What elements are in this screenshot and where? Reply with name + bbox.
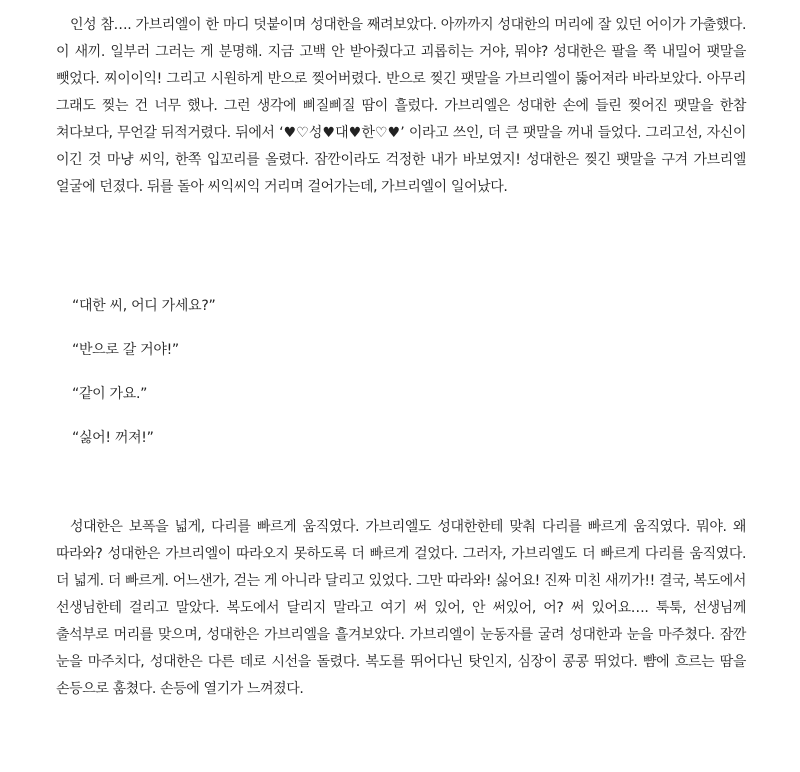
paragraph-1: 인성 참…. 가브리엘이 한 마디 덧붙이며 성대한을 째려보았다. 아까까지 성대한의 머리에 잘 있던 어이가 가출했다. 이 새끼. 일부러 그러는 게 분명해. 지금 고백 안 받아줬다고 괴롭히는 거야, 뭐야? 성대한은 팔을 쭉 내밀어 팻말을 뺏었다. 찌이이익! 그리고 시원하게 반으로 찢어버렸다. 반으로 찢긴 팻말을 가브리엘이 뚫어져라 바라보았다. 아무리 그래도 찢는 건 너무 했나. 그런 생각에 삐질삐질 땀이 흘렀다. 가브리엘은 성대한 손에 들린 찢어진 팻말을 한참 쳐다보다, 무언갈 뒤적거렸다. 뒤에서 ‘♥♡성♥대♥한♡♥’ 이라고 쓰인, 더 큰 팻말을 꺼내 들었다. 그리고선, 자신이 이긴 것 마냥 씨익, 한쪽 입꼬리를 올렸다. 잠깐이라도 걱정한 내가 바보였지! 성대한은 찢긴 팻말을 구겨 가브리엘 얼굴에 던졌다. 뒤를 돌아 씨익씨익 거리며 걸어가는데, 가브리엘이 일어났다.	[56, 17, 746, 195]
dialogue-line-3: “같이 가요.”	[72, 386, 148, 402]
dialogue-line-1: “대한 씨, 어디 가세요?”	[72, 298, 216, 314]
document-body	[56, 12, 746, 697]
dialogue-line-2: “반으로 갈 거야!”	[72, 342, 179, 358]
dialogue-line-4: “싫어! 꺼져!”	[72, 430, 154, 446]
dialogue-block	[56, 296, 746, 472]
paragraph-2: 성대한은 보폭을 넓게, 다리를 빠르게 움직였다. 가브리엘도 성대한한테 맞춰 다리를 빠르게 움직였다. 뭐야. 왜 따라와? 성대한은 가브리엘이 따라오지 못하도록 더 빠르게 걸었다. 그러자, 가브리엘도 더 빠르게 다리를 움직였다. 더 넓게. 더 빠르게. 어느샌가, 걷는 게 아니라 달리고 있었다. 그만 따라와! 싫어요! 진짜 미친 새끼가!! 결국, 복도에서 선생님한테 걸리고 말았다. 복도에서 달리지 말라고 여기 써 있어, 안 써있어, 어? 써 있어요…. 툭툭, 선생님께 출석부로 머리를 맞으며, 성대한은 가브리엘을 흘겨보았다. 가브리엘이 눈동자를 굴려 성대한과 눈을 마주쳤다. 잠깐 눈을 마주치다, 성대한은 다른 데로 시선을 돌렸다. 복도를 뛰어다닌 탓인지, 심장이 콩콩 뛰었다. 뺨에 흐르는 땀을 손등으로 훔쳤다. 손등에 열기가 느껴졌다.	[56, 519, 746, 697]
